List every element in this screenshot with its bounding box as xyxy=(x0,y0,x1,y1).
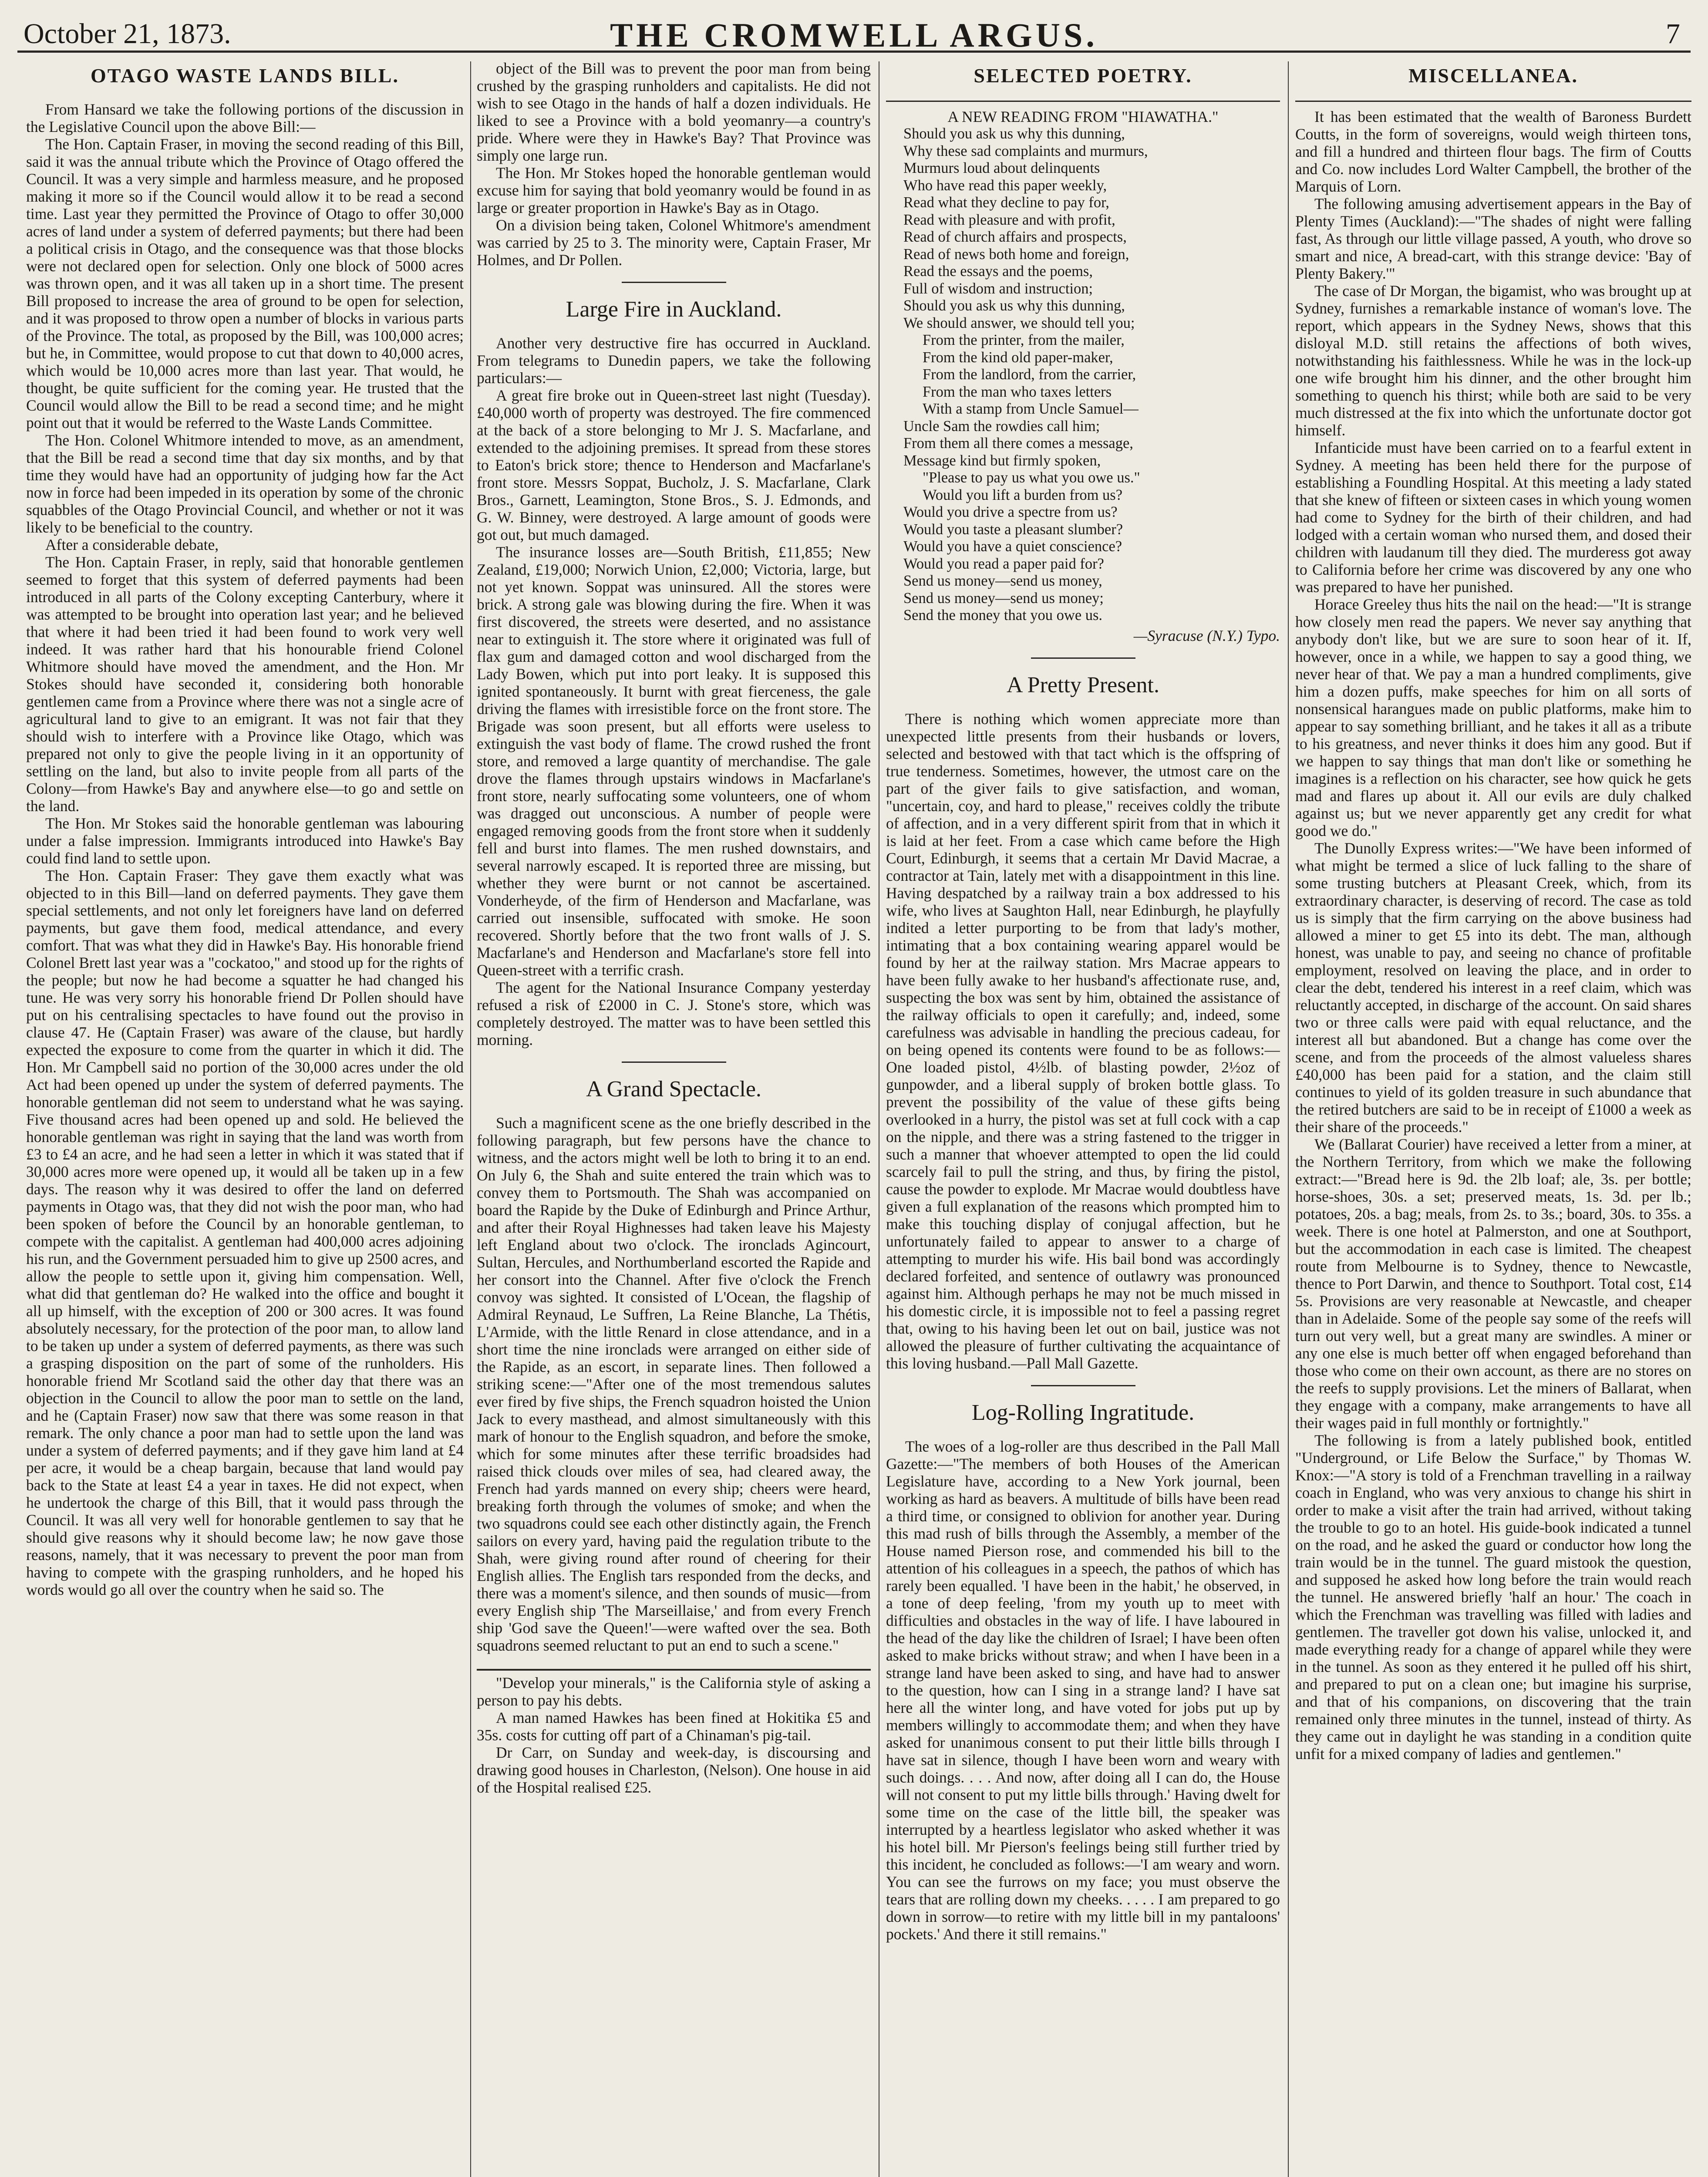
article-heading-log-rolling: Log-Rolling Ingratitude. xyxy=(971,1400,1195,1425)
paragraph: The Hon. Colonel Whitmore intended to move, as an amendment, that the Bill be read a second time that day six months, and by that time they would have had an opportunity of judging how far the Act now in force had been impeded in its operation by some of the chronic squabbles of the Otago Provincial Council, and whether or not it was likely to be beneficial to the country. xyxy=(26,431,464,536)
paragraph: The Hon. Captain Fraser, in moving the second reading of this Bill, said it was the annual tribute which the Province of Otago offered the Council. It was a very simple and harmless measure, and he proposed making it more so if the Council would allow it to be read a second time. Last year they permitted the Province of Otago to offer 30,000 acres of land under a system of deferred payments; but there had been a political crisis in Otago, and the consequence was that those blocks were not declared open for selection. Only one block of 5000 acres was thrown open, and it was all taken up in a short time. The present Bill proposed to increase the area of ground to be open for selection, and it was proposed to throw open a number of blocks in various parts of the Province. The total, as proposed by the Bill, was 100,000 acres; but he, in Committee, would propose to cut that down to 40,000 acres, which would be 10,000 acres more than last year. That would, he thought, be quite sufficient for the coming year. He trusted that the Council would allow the Bill to be read a second time; and he might point out that it would be referred to the Waste Lands Committee. xyxy=(26,135,464,431)
poem-line: Would you lift a burden from us? xyxy=(923,486,1123,503)
paragraph: The following is from a lately published book, entitled "Underground, or Life Below the Surface," by Thomas W. Knox:—"A story is told of a Frenchman travelling in a railway coach in England, who was very anxious to change his shirt in order to make a visit after the train had arrived, without taking the trouble to go to an hotel. His guide-book indicated a tunnel on the road, and he asked the guard or conductor how long the train would be in the tunnel. The guard mistook the question, and supposed he asked how long before the train would reach the tunnel. He answered briefly 'half an hour.' The coach in which the Frenchman was travelling was filled with ladies and gentlemen. The traveller got down his valise, unlocked it, and made everything ready for a change of apparel while they were in the tunnel. As soon as they entered it he pulled off his shirt, and prepared to put on a clean one; but imagine his surprise, and that of his companions, on discovering that the train remained only three minutes in the tunnel, instead of thirty. As they came out in daylight he was standing in a condition quite unfit for a mixed company of ladies and gentlemen." xyxy=(1295,1432,1691,1762)
article-body-waste-lands xyxy=(26,101,464,1598)
column-rule xyxy=(1288,61,1289,2177)
section-divider xyxy=(622,1062,726,1063)
article-heading-waste-lands: OTAGO WASTE LANDS BILL. xyxy=(91,64,399,87)
column-1 xyxy=(26,60,464,2177)
column-4 xyxy=(1295,60,1691,2177)
section-divider xyxy=(886,101,1280,102)
poem-line: Full of wisdom and instruction; xyxy=(903,280,1093,297)
page-number: 7 xyxy=(1666,18,1680,50)
paragraph: The following amusing advertisement appears in the Bay of Plenty Times (Auckland):—"The shades of night were falling fast, As through our little village passed, A youth, who drove so smart and nice, A bread-cart, with this strange device: 'Bay of Plenty Bakery.'" xyxy=(1295,195,1691,282)
paragraph: The woes of a log-roller are thus described in the Pall Mall Gazette:—"The members of both Houses of the American Legislature have, according to a New York journal, been working as hard as beavers. A multitude of bills have been read a third time, or consigned to oblivion for another year. During this mad rush of bills through the Assembly, a member of the House named Pierson rose, and commended his bill to the attention of his colleagues in a speech, the pathos of which has rarely been equalled. 'I have been in the habit,' he observed, in a tone of deep feeling, 'from my youth up to meet with difficulties and obstacles in the way of life. I have laboured in the head of the day like the children of Israel; I have been often asked to make bricks without straw; and when I have been in a strange land have been asked to sing, and have had to answer to the question, how can I sing in a strange land? I have sat here all the winter long, and have voted for jobs put up by members willingly to accommodate them; and when they have asked for unanimous consent to put their little bills through I have sat in silence, though I have been worn and weary with such doings. . . . And now, after doing all I can do, the House will not consent to put my little bills through.' Having dwelt for some time on the case of the little bill, the speaker was interrupted by a heartless legislator who asked whether it was his hotel bill. Mr Pierson's feelings being still further tried by this incident, he concluded as follows:—'I am weary and worn. You can see the furrows on my face; you must observe the tears that are rolling down my cheeks. . . . . I am prepared to go down in sorrow—to retire with my little bill in my pantaloons' pockets.' And there it still remains." xyxy=(886,1437,1280,1943)
poem-line: Should you ask us why this dunning, xyxy=(903,125,1125,142)
miscellanea-body xyxy=(1295,108,1691,1762)
poem-line: Send us money—send us money, xyxy=(903,573,1102,589)
poem-line: Would you drive a spectre from us? xyxy=(903,504,1118,520)
article-heading-fire: Large Fire in Auckland. xyxy=(566,297,782,322)
poem-line: Why these sad complaints and murmurs, xyxy=(903,142,1148,159)
poem-line: From them all there comes a message, xyxy=(903,435,1133,452)
poem-line: Read the essays and the poems, xyxy=(903,263,1093,280)
poem-line: Send the money that you owe us. xyxy=(903,607,1103,623)
paragraph: The case of Dr Morgan, the bigamist, who was brought up at Sydney, furnishes a remarkable instance of woman's love. The report, which appears in the Sydney News, shows that this disloyal M.D. still retains the affections of both wives, notwithstanding his faithlessness. While he was in the lock-up one wife brought him his dinner, and the other brought him something to quench his thirst; while both are said to be very much distressed at the fix into which the unfortunate doctor got himself. xyxy=(1295,282,1691,439)
section-heading-miscellanea: MISCELLANEA. xyxy=(1408,64,1578,87)
paragraph: We (Ballarat Courier) have received a letter from a miner, at the Northern Territory, from which we make the following extract:—"Bread here is 9d. the 2lb loaf; ale, 3s. per bottle; horse-shoes, 30s. a set; preserved meats, 1s. 3d. per lb.; potatoes, 20s. a bag; meals, from 2s. to 3s.; board, 30s. to 35s. a week. There is one hotel at Palmerston, and one at Southport, but the accommodation in each case is limited. The cheapest route from Melbourne is to Sydney, thence to Newcastle, thence to Port Darwin, and thence to Southport. Total cost, £14 5s. Provisions are very reasonable at Newcastle, and cheaper than in Adelaide. Some of the people say some of the reefs will turn out very well, but a great many are swindles. A miner or any one else is much better off when engaged beforehand than those who come on their own account, as there are no stores on the reefs to supply provisions. Let the miners of Ballarat, when they engage with a company, make arrangements to have all their wages paid in full monthly or fortnightly." xyxy=(1295,1136,1691,1432)
poem-attribution: —Syracuse (N.Y.) Typo. xyxy=(1133,627,1280,644)
article-heading-present: A Pretty Present. xyxy=(1007,672,1159,698)
paragraph: A great fire broke out in Queen-street last night (Tuesday). £40,000 worth of property was destroyed. The fire commenced at the back of a store belonging to Mr J. S. Macfarlane, and extended to the adjoining premises. It spread from these stores to Eaton's brick store; thence to Henderson and Macfarlane's front store. Messrs Soppat, Bucholz, J. S. Macfarlane, Clark Bros., Garnett, Leamington, Stone Bros., S. J. Edmonds, and G. W. Binney, were destroyed. A large amount of goods were got out, but much damaged. xyxy=(477,387,871,543)
poem-line: From the man who taxes letters xyxy=(923,383,1112,400)
paragraph: The Hon. Captain Fraser, in reply, said that honorable gentlemen seemed to forget that this system of deferred payments had been introduced in all parts of the Colony excepting Canterbury, where it was attempted to be brought into operation last year; and he believed that where it had been tried it had been found to work very well indeed. It was rather hard that his honourable friend Colonel Whitmore should have moved the amendment, and the Hon. Mr Stokes should have seconded it, considering both honorable gentlemen came from a Province where there was not a single acre of agricultural land to give to an emigrant. It was not fair that they should wish to interfere with a Province like Otago, which was prepared not only to give the people living in it an opportunity of settling on the land, but also to invite people from all parts of the Colony—from Hawke's Bay and anywhere else—to go and settle on the land. xyxy=(26,553,464,815)
poem-line: We should answer, we should tell you; xyxy=(903,314,1135,331)
paragraph: Horace Greeley thus hits the nail on the head:—"It is strange how closely men read the papers. We never say anything that anybody don't like, but we are sure to soon hear of it. If, however, once in a while, we happen to say a good thing, we never hear of that. We pay a man a hundred compliments, give him a dozen puffs, make speeches for him on all sorts of nonsensical harangues made on public platforms, make him to appear to say something brilliant, and he takes it all as a tribute to his greatness, and never thinks it does him any good. But if we happen to say things that man don't like or something he imagines is a reflection on his character, see how quick he gets mad and flares up about it. All our evils are duly chalked against us; but we never apparently get any credit for what good we do." xyxy=(1295,596,1691,839)
column-2 xyxy=(477,60,871,2177)
poem-line: "Please to pay us what you owe us." xyxy=(923,469,1140,486)
masthead xyxy=(17,16,1691,53)
paragraph: "Develop your minerals," is the California style of asking a person to pay his debts. xyxy=(477,1674,871,1709)
paragraph: The Hon. Mr Stokes said the honorable gentleman was labouring under a false impression. Immigrants introduced into Hawke's Bay could find land to settle upon. xyxy=(26,815,464,867)
section-divider xyxy=(622,282,726,283)
paragraph: The Hon. Mr Stokes hoped the honorable gentleman would excuse him for saying that bold yeomanry would be found in as large or greater proportion in Hawke's Bay as in Otago. xyxy=(477,164,871,216)
paragraph: From Hansard we take the following portions of the discussion in the Legislative Council upon the above Bill:— xyxy=(26,101,464,135)
poem-line: From the landlord, from the carrier, xyxy=(923,366,1136,383)
paragraph: The Hon. Captain Fraser: They gave them exactly what was objected to in this Bill—land on deferred payments. They gave them special settlements, and not only let foreigners have land on deferred payments, but gave them food, medical attendance, and every comfort. That was what they did in Hawke's Bay. His honorable friend Colonel Brett last year was a "cockatoo," and stood up for the rights of the people; but now he had become a squatter he had changed his tune. He was very sorry his honorable friend Dr Pollen should have put on his centralising spectacles to have found out the proviso in clause 47. He (Captain Fraser) was aware of the clause, but hardly expected the exposure to come from the quarter in which it did. The Hon. Mr Campbell said no portion of the 30,000 acres under the old Act had been opened up under the system of deferred payments. The honorable gentleman did not seem to understand what he was saying. Five thousand acres had been opened up and sold. He believed the honorable gentleman was right in saying that the land was worth from £3 to £4 an acre, and he had seen a letter in which it was stated that if 30,000 acres more were opened up, it would all be taken up in a few days. The reason why it was desired to offer the land on deferred payments in Otago was, that they did not wish the poor man, who had been spoken of before the Council by an honorable gentleman, to compete with the capitalist. A gentleman had 400,000 acres adjoining his run, and the Government persuaded him to give up 2500 acres, and allow the people to settle upon it, giving him compensation. Well, what did that gentleman do? He walked into the office and bought it all up himself, with the exception of 200 or 300 acres. It was found absolutely necessary, for the protection of the poor man, to allow land to be taken up under a system of deferred payments, as there was such a grasping disposition on the part of some of the runholders. His honorable friend Mr Scotland said the other day that there was an objection in the Council to allow the poor man to settle on the land, and he (Captain Fraser) now saw that there was some reason in that remark. The only chance a poor man had to settle upon the land was under a system of deferred payments; and if they gave him land at £4 per acre, it would be a cheap bargain, because that land would pay back to the State at least £4 a year in taxes. He did not expect, when he undertook the charge of this Bill, that it would pass through the Council. It was all very well for honorable gentlemen to say that he should give reasons why it should become law; he now gave those reasons, namely, that it was necessary to prevent the poor man from having to compete with the grasping runholders, and he hoped his words would go all over the country when he said so. The xyxy=(26,867,464,1598)
paragraph: The insurance losses are—South British, £11,855; New Zealand, £19,000; Norwich Union, £2,000; Victoria, large, but not yet known. Soppat was uninsured. All the stores were brick. A strong gale was blowing during the fire. When it was first discovered, the streets were deserted, and no assistance near to extinguish it. The store where it originated was full of flax gum and damaged cotton and wool discharged from the Lady Bowen, which put into port leaky. It is supposed this ignited spontaneously. It burnt with great fierceness, the gale driving the flames with irresistible force on the front store. The Brigade was soon present, but all efforts were useless to extinguish the vast body of flame. The crowd rushed the front store, and removed a large quantity of merchandise. The gale drove the flames through upstairs windows in Macfarlane's front store, nearly suffocating some volunteers, one of whom was dragged out unconscious. A number of people were engaged removing goods from the front store when it suddenly fell and burst into flames. The men rushed downstairs, and several narrowly escaped. It is reported three are missing, but whether they were burnt or not cannot be ascertained. Vonderheyde, of the firm of Henderson and Macfarlane, was carried out insensible, suffocated with smoke. He soon recovered. Shortly before that the two front walls of J. S. Macfarlane's and Henderson and Macfarlane's store fell into Queen-street with a terrific crash. xyxy=(477,543,871,979)
poem-line: Would you have a quiet conscience? xyxy=(903,538,1122,555)
newspaper-title: THE CROMWELL ARGUS. xyxy=(610,16,1098,54)
short-paragraphs xyxy=(477,1674,871,1796)
article-body-log-rolling xyxy=(886,1438,1280,1943)
section-heading-poetry: SELECTED POETRY. xyxy=(974,64,1193,87)
column-rule xyxy=(470,61,471,2177)
paragraph: Infanticide must have been carried on to a fearful extent in Sydney. A meeting has been held there for the purpose of establishing a Foundling Hospital. At this meeting a lady stated that she knew of fifteen or sixteen cases in which young women had come to Sydney for the birth of their children, and had lodged with a certain woman who nursed them, and dosed their children with laudanum till they died. The murderess got away to California before her crime was discovered by any one who was prepared to have her punished. xyxy=(1295,439,1691,596)
paragraph: The agent for the National Insurance Company yesterday refused a risk of £2000 in C. J. Stone's store, which was completely destroyed. The matter was to have been settled this morning. xyxy=(477,979,871,1048)
poem-body xyxy=(886,125,1280,624)
column-3 xyxy=(886,60,1280,2177)
paragraph: The Dunolly Express writes:—"We have been informed of what might be termed a slice of luck falling to the share of some trusting butchers at Pleasant Creek, which, from its extraordinary character, is deserving of record. The case as told us is simply that the firm carrying on the above business had allowed a miner to get £5 into its debt. The man, although honest, was unable to pay, and seeing no chance of profitable employment, resolved on leaving the place, and in order to clear the debt, tendered his interest in a reef claim, which was reluctantly accepted, in discharge of the account. On said shares two or three calls were paid with equal reluctance, and the interest all but abandoned. But a change has come over the scene, and from the proceeds of the almost valueless shares £40,000 has been paid for a station, and the claim still continues to yield of its golden treasure in such abundance that the retired butchers are said to be in receipt of £1000 a week as their share of the proceeds." xyxy=(1295,839,1691,1136)
poem-line: Would you read a paper paid for? xyxy=(903,555,1104,572)
article-body-present xyxy=(886,710,1280,1372)
poem-line: Send us money—send us money; xyxy=(903,590,1104,607)
article-body-spectacle xyxy=(477,1114,871,1654)
poem-line: Who have read this paper weekly, xyxy=(903,177,1107,194)
poem-line: Message kind but firmly spoken, xyxy=(903,452,1101,469)
poem-line: Should you ask us why this dunning, xyxy=(903,297,1125,314)
section-divider xyxy=(1031,657,1135,659)
paragraph: Such a magnificent scene as the one briefly described in the following paragraph, but few persons have the chance to witness, and the actors might well be loth to bring it to an end. On July 6, the Shah and suite entered the train which was to convey them to Portsmouth. The Shah was accompanied on board the Rapide by the Duke of Edinburgh and Prince Arthur, and after their Royal Highnesses had taken leave his Majesty left England about two o'clock. The ironclads Agincourt, Sultan, Hercules, and Northumberland escorted the Rapide and her consort into the Channel. After five o'clock the French convoy was sighted. It consisted of L'Ocean, the flagship of Admiral Reynaud, Le Suffren, La Reine Blanche, La Thétis, L'Armide, with the little Renard in close attendance, and in a short time the nine ironclads were arranged on either side of the Rapide, as an escort, in separate lines. Then followed a striking scene:—"After one of the most tremendous salutes ever fired by five ships, the French squadron hoisted the Union Jack to every masthead, and almost simultaneously with this mark of honour to the English squadron, and before the smoke, which for some minutes after these terrific broadsides had raised thick clouds over miles of sea, had cleared away, the French had yards manned on every ship; cheers were heard, breaking forth through the volumes of smoke; and when the two squadrons could see each other distinctly again, the French sailors on every yard, having paid the regulation tribute to the Shah, were giving round after round of cheering for their English allies. The English tars responded from the decks, and there was a moment's silence, and then sounds of music—from every English ship 'The Marseillaise,' and from every French ship 'God save the Queen!'—were wafted over the sea. Both squadrons seemed reluctant to put an end to such a scene." xyxy=(477,1114,871,1654)
poem-line: Read with pleasure and with profit, xyxy=(903,211,1115,228)
poem-line: From the printer, from the mailer, xyxy=(923,332,1125,348)
poem-line: From the kind old paper-maker, xyxy=(923,349,1113,366)
paragraph: Dr Carr, on Sunday and week-day, is discoursing and drawing good houses in Charleston, (Nelson). One house in aid of the Hospital realised £25. xyxy=(477,1744,871,1796)
poem-line: With a stamp from Uncle Samuel— xyxy=(923,401,1139,417)
paragraph: Another very destructive fire has occurred in Auckland. From telegrams to Dunedin papers, we take the following particulars:— xyxy=(477,334,871,387)
poem-line: Uncle Sam the rowdies call him; xyxy=(903,418,1100,435)
paragraph: On a division being taken, Colonel Whitmore's amendment was carried by 25 to 3. The minority were, Captain Fraser, Mr Holmes, and Dr Pollen. xyxy=(477,216,871,269)
paragraph: object of the Bill was to prevent the poor man from being crushed by the grasping runholders and capitalists. He did not wish to see Otago in the hands of half a dozen individuals. He liked to see a Province with a bold yeomanry—a country's pride. Where were they in Hawke's Bay? That Province was simply one large run. xyxy=(477,60,871,164)
columns xyxy=(17,53,1691,2177)
article-body-waste-lands-cont xyxy=(477,60,871,269)
poem-title: A NEW READING FROM "HIAWATHA." xyxy=(947,108,1219,125)
paragraph: There is nothing which women appreciate more than unexpected little presents from their husbands or lovers, selected and bestowed with that tact which is the offspring of true tenderness. Sometimes, however, the utmost care on the part of the giver fails to give satisfaction, and woman, "uncertain, coy, and hard to please," receives coldly the tribute of affection, and in a very different spirit from that in which it is laid at her feet. From a case which came before the High Court, Edinburgh, it seems that a certain Mr David Macrae, a contractor at Tain, lately met with a disappointment in this line. Having despatched by a railway train a box addressed to his wife, who lives at Saughton Hall, near Edinburgh, he playfully indited a letter purporting to be from that lady's mother, intimating that a box containing wearing apparel would be found by her at the railway station. Mrs Macrae appears to have been fully awake to her husband's affectionate ruse, and, suspecting the box was sent by him, obtained the assistance of the railway officials to open it carefully; and, indeed, some carefulness was advisable in handling the precious cadeau, for on being opened its contents were found to be as follows:—One loaded pistol, 4½lb. of blasting powder, 2½oz of gunpowder, and a liberal supply of broken bottle glass. To prevent the possibility of the value of these gifts being overlooked in a hurry, the pistol was set at full cock with a cap on the nipple, and there was a string fastened to the trigger in such a manner that whoever attempted to open the lid could scarcely fail to pull the string, and thus, by firing the pistol, cause the powder to explode. Mr Macrae would doubtless have given a full explanation of the reasons which prompted him to make this touching display of conjugal affection, but he unfortunately failed to appear to answer to a charge of attempting to murder his wife. His bail bond was accordingly declared forfeited, and sentence of outlawry was pronounced against him. Although perhaps he may not be much missed in his domestic circle, it is impossible not to feel a passing regret that, owing to his having been let out on bail, justice was not allowed the pleasure of further cultivating the acquaintance of this loving husband.—Pall Mall Gazette. xyxy=(886,710,1280,1372)
poem-line: Read what they decline to pay for, xyxy=(903,194,1109,211)
article-heading-spectacle: A Grand Spectacle. xyxy=(586,1077,761,1102)
poem-line: Read of news both home and foreign, xyxy=(903,246,1129,263)
poem-line: Would you taste a pleasant slumber? xyxy=(903,521,1123,538)
issue-date: October 21, 1873. xyxy=(24,18,231,50)
section-divider xyxy=(1295,101,1691,102)
poem-line: Read of church affairs and prospects, xyxy=(903,229,1127,245)
section-divider xyxy=(477,1669,871,1671)
paragraph: It has been estimated that the wealth of Baroness Burdett Coutts, in the form of sovereigns, would weigh thirteen tons, and fill a hundred and thirteen flour bags. The firm of Coutts and Co. now includes Lord Walter Campbell, the brother of the Marquis of Lorn. xyxy=(1295,108,1691,195)
poem-line: Murmurs loud about delinquents xyxy=(903,160,1100,176)
paragraph: A man named Hawkes has been fined at Hokitika £5 and 35s. costs for cutting off part of a Chinaman's pig-tail. xyxy=(477,1709,871,1744)
paragraph: After a considerable debate, xyxy=(45,536,219,553)
article-body-fire xyxy=(477,334,871,1048)
section-divider xyxy=(1031,1385,1135,1386)
